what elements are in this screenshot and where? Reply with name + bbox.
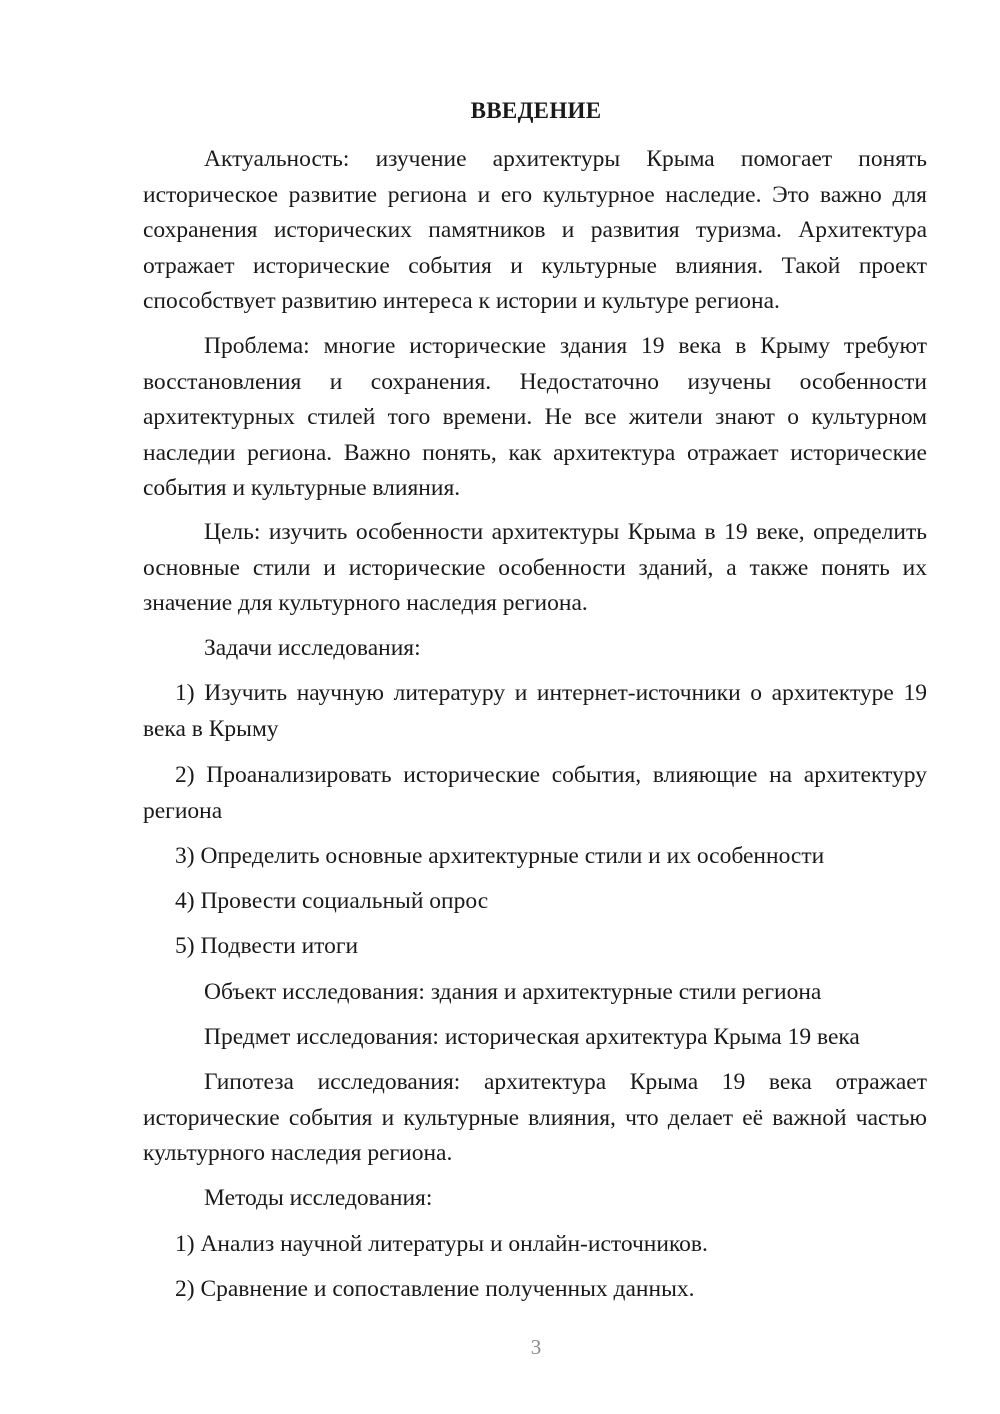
goal-paragraph: Цель: изучить особенности архитектуры Крыма в 19 веке, определить основные стили и исторические особенности зданий, а также понять их значение для культурного наследия региона. bbox=[143, 519, 927, 616]
research-subject: Предмет исследования: историческая архитектура Крыма 19 века bbox=[204, 1024, 860, 1050]
method-item-2: 2) Сравнение и сопоставление полученных данных. bbox=[175, 1276, 695, 1302]
section-title: ВВЕДЕНИЕ bbox=[470, 98, 602, 123]
task-item-2: 2) Проанализировать исторические события, влияющие на архитектуру региона bbox=[143, 762, 927, 824]
problem-paragraph: Проблема: многие исторические здания 19 века в Крыму требуют восстановления и сохранения. Недостаточно изучены особенности архитектурных стилей того времени. Не все жители знают о культурном наследии региона. Важно понять, как архитектура отражает исторические события и культурные влияния. bbox=[143, 333, 927, 501]
task-item-3: 3) Определить основные архитектурные стили и их особенности bbox=[175, 843, 825, 869]
page-number: 3 bbox=[530, 1335, 542, 1359]
task-item-4: 4) Провести социальный опрос bbox=[175, 888, 489, 914]
hypothesis-paragraph: Гипотеза исследования: архитектура Крыма 19 века отражает исторические события и культурные влияния, что делает её важной частью культурного наследия региона. bbox=[143, 1069, 927, 1166]
task-item-5: 5) Подвести итоги bbox=[175, 933, 359, 959]
tasks-heading: Задачи исследования: bbox=[204, 635, 421, 661]
task-item-1: 1) Изучить научную литературу и интернет-источники о архитектуре 19 века в Крыму bbox=[143, 680, 927, 742]
relevance-paragraph: Актуальность: изучение архитектуры Крыма помогает понять историческое развитие региона и его культурное наследие. Это важно для сохранения исторических памятников и развития туризма. Архитектура отражает исторические события и культурные влияния. Такой проект способствует развитию интереса к истории и культуре региона. bbox=[143, 146, 927, 314]
research-object: Объект исследования: здания и архитектурные стили региона bbox=[204, 979, 822, 1005]
method-item-1: 1) Анализ научной литературы и онлайн-источников. bbox=[175, 1231, 708, 1257]
methods-heading: Методы исследования: bbox=[204, 1185, 433, 1211]
